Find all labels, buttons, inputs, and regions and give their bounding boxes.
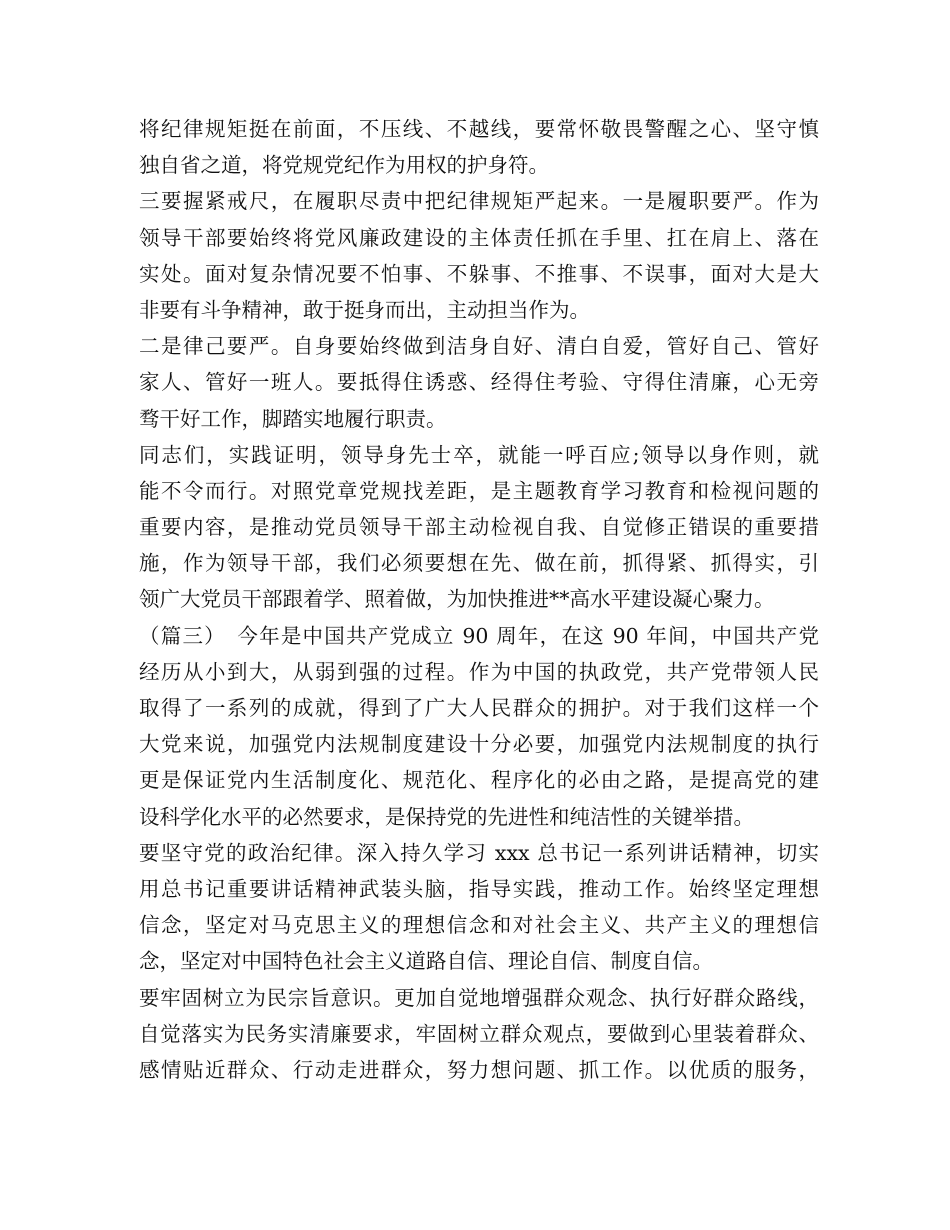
text-line: （篇三） 今年是中国共产党成立 90 周年，在这 90 年间，中国共产党 xyxy=(139,623,819,648)
text-line: 更是保证党内生活制度化、规范化、程序化的必由之路，是提高党的建 xyxy=(139,768,819,793)
text-line: 二是律己要严。自身要始终做到洁身自好、清白自爱，管好自己、管好 xyxy=(139,334,819,359)
document-body xyxy=(139,111,819,1088)
text-line: 要牢固树立为民宗旨意识。更加自觉地增强群众观念、执行好群众路线， xyxy=(139,985,819,1010)
text-line: 取得了一系列的成就，得到了广大人民群众的拥护。对于我们这样一个 xyxy=(139,696,819,720)
text-line: 施，作为领导干部，我们必须要想在先、做在前，抓得紧、抓得实，引 xyxy=(139,551,819,576)
text-line: 经历从小到大，从弱到强的过程。作为中国的执政党，共产党带领人民 xyxy=(139,659,819,684)
text-line: 非要有斗争精神，敢于挺身而出，主动担当作为。 xyxy=(139,297,590,322)
text-line: 能不令而行。对照党章党规找差距，是主题教育学习教育和检视问题的 xyxy=(139,478,819,503)
text-line: 自觉落实为民务实清廉要求，牢固树立群众观点，要做到心里装着群众、 xyxy=(139,1021,819,1046)
text-line: 实处。面对复杂情况要不怕事、不躲事、不推事、不误事，面对大是大 xyxy=(139,261,819,286)
text-line: 领导干部要始终将党风廉政建设的主体责任抓在手里、扛在肩上、落在 xyxy=(139,225,819,250)
text-line: 骛干好工作，脚踏实地履行职责。 xyxy=(139,406,447,431)
text-line: 念，坚定对中国特色社会主义道路自信、理论自信、制度自信。 xyxy=(139,949,713,974)
text-line: 感情贴近群众、行动走进群众，努力想问题、抓工作。以优质的服务， xyxy=(139,1057,819,1082)
text-line: 家人、管好一班人。要抵得住诱惑、经得住考验、守得住清廉，心无旁 xyxy=(139,370,819,395)
text-line: 独自省之道，将党规党纪作为用权的护身符。 xyxy=(139,153,549,178)
text-line: 设科学化水平的必然要求，是保持党的先进性和纯洁性的关键举措。 xyxy=(139,804,754,829)
text-line: 用总书记重要讲话精神武装头脑，指导实践，推动工作。始终坚定理想 xyxy=(139,876,819,901)
text-line: 将纪律规矩挺在前面，不压线、不越线，要常怀敬畏警醒之心、坚守慎 xyxy=(139,117,819,141)
text-line: 信念，坚定对马克思主义的理想信念和对社会主义、共产主义的理想信 xyxy=(139,913,819,938)
text-line: 三要握紧戒尺，在履职尽责中把纪律规矩严起来。一是履职要严。作为 xyxy=(139,189,819,214)
text-line: 重要内容，是推动党员领导干部主动检视自我、自觉修正错误的重要措 xyxy=(139,515,819,540)
text-line: 同志们，实践证明，领导身先士卒，就能一呼百应;领导以身作则，就 xyxy=(139,442,819,467)
text-line: 领广大党员干部跟着学、照着做，为加快推进**高水平建设凝心聚力。 xyxy=(139,587,775,612)
text-line: 大党来说，加强党内法规制度建设十分必要，加强党内法规制度的执行 xyxy=(139,732,819,757)
text-line: 要坚守党的政治纪律。深入持久学习 xxx 总书记一系列讲话精神，切实 xyxy=(139,840,819,865)
